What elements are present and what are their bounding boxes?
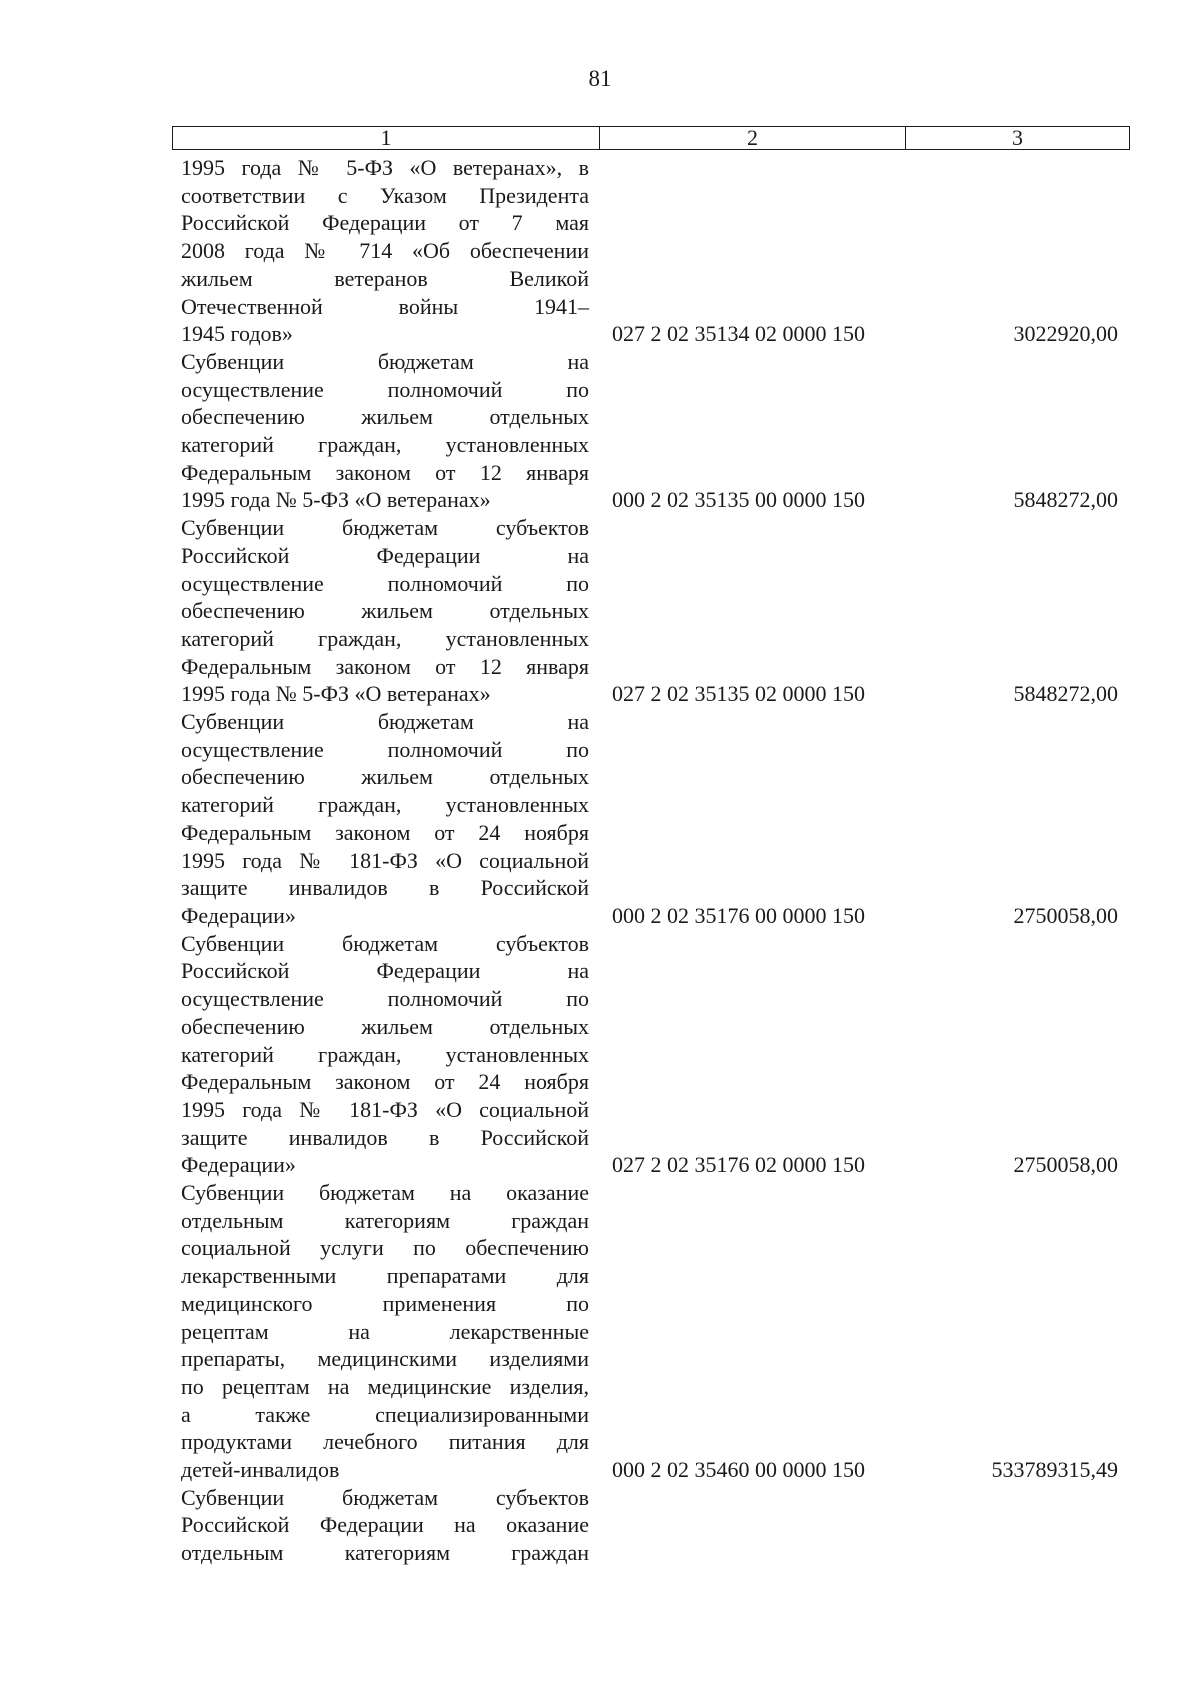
- table-body: [0, 154, 1200, 1567]
- row-description: [181, 930, 589, 1179]
- description-line: обеспечению жильем отдельных: [181, 764, 589, 790]
- description-line: Российской Федерации на: [181, 958, 589, 984]
- description-line: препараты, медицинскими изделиями: [181, 1346, 589, 1372]
- row-code: 000 2 02 35135 00 0000 150: [612, 487, 865, 513]
- description-line: категорий граждан, установленных: [181, 792, 589, 818]
- row-description: [181, 1179, 589, 1484]
- description-line: обеспечению жильем отдельных: [181, 598, 589, 624]
- description-line: Субвенции бюджетам на оказание: [181, 1180, 589, 1206]
- row-sum: 2750058,00: [1013, 902, 1118, 928]
- description-line: категорий граждан, установленных: [181, 1041, 589, 1067]
- row-sum: 5848272,00: [1013, 681, 1118, 707]
- description-line: отдельным категориям граждан: [181, 1540, 589, 1566]
- description-line: Субвенции бюджетам субъектов: [181, 930, 589, 956]
- description-line: защите инвалидов в Российской: [181, 1124, 589, 1150]
- row-code: 000 2 02 35176 00 0000 150: [612, 902, 865, 928]
- description-line: по рецептам на медицинские изделия,: [181, 1373, 589, 1399]
- header-col-1: 1: [173, 127, 600, 149]
- description-line: Отечественной войны 1941–: [181, 293, 589, 319]
- row-description: [181, 1484, 589, 1567]
- description-line: Федеральным законом от 24 ноября: [181, 1069, 589, 1095]
- description-line: 1995 года № 5-ФЗ «О ветеранах», в: [181, 155, 589, 180]
- description-line: 1995 года № 181-ФЗ «О социальной: [181, 847, 589, 873]
- row-sum: 2750058,00: [1013, 1152, 1118, 1178]
- row-description: [181, 154, 589, 348]
- description-line: 2008 года № 714 «Об обеспечении: [181, 238, 589, 264]
- row-code: 027 2 02 35134 02 0000 150: [612, 321, 865, 347]
- table-row: [0, 1179, 1200, 1484]
- table-row: [0, 514, 1200, 708]
- description-line: Российской Федерации на оказание: [181, 1512, 589, 1538]
- table-row: [0, 154, 1200, 348]
- description-line: детей-инвалидов: [181, 1457, 340, 1483]
- description-line: защите инвалидов в Российской: [181, 875, 589, 901]
- description-line: категорий граждан, установленных: [181, 625, 589, 651]
- table-row: [0, 708, 1200, 930]
- description-line: 1995 года № 5-ФЗ «О ветеранах»: [181, 487, 491, 513]
- row-code: 027 2 02 35135 02 0000 150: [612, 681, 865, 707]
- description-line: 1945 годов»: [181, 321, 293, 347]
- row-description: [181, 348, 589, 514]
- header-col-3: 3: [1012, 125, 1023, 150]
- description-line: продуктами лечебного питания для: [181, 1429, 589, 1455]
- table-header-row: [172, 126, 1130, 150]
- row-sum: 3022920,00: [1013, 321, 1118, 347]
- description-line: Субвенции бюджетам на: [181, 348, 589, 374]
- row-description: [181, 514, 589, 708]
- description-line: отдельным категориям граждан: [181, 1207, 589, 1233]
- description-line: осуществление полномочий по: [181, 736, 589, 762]
- description-line: Российской Федерации от 7 мая: [181, 210, 589, 236]
- description-line: осуществление полномочий по: [181, 986, 589, 1012]
- description-line: рецептам на лекарственные: [181, 1318, 589, 1344]
- description-line: Субвенции бюджетам на: [181, 709, 589, 735]
- description-line: лекарственными препаратами для: [181, 1263, 589, 1289]
- page-number: 81: [588, 66, 612, 91]
- table-row: [0, 348, 1200, 514]
- table-row: [0, 1484, 1200, 1567]
- description-line: осуществление полномочий по: [181, 570, 589, 596]
- description-line: 1995 года № 181-ФЗ «О социальной: [181, 1096, 589, 1122]
- description-line: соответствии с Указом Президента: [181, 182, 589, 208]
- description-line: Субвенции бюджетам субъектов: [181, 515, 589, 541]
- description-line: социальной услуги по обеспечению: [181, 1235, 589, 1261]
- description-line: Федеральным законом от 12 января: [181, 459, 589, 485]
- header-col-2: 2: [600, 127, 906, 149]
- row-sum: 533789315,49: [991, 1457, 1118, 1483]
- row-sum: 5848272,00: [1013, 487, 1118, 513]
- description-line: жильем ветеранов Великой: [181, 265, 589, 291]
- table-row: [0, 930, 1200, 1179]
- description-line: категорий граждан, установленных: [181, 432, 589, 458]
- description-line: Федерации»: [181, 1152, 296, 1178]
- description-line: 1995 года № 5-ФЗ «О ветеранах»: [181, 681, 491, 707]
- description-line: осуществление полномочий по: [181, 376, 589, 402]
- description-line: Федерации»: [181, 902, 296, 928]
- description-line: Субвенции бюджетам субъектов: [181, 1484, 589, 1510]
- description-line: Федеральным законом от 12 января: [181, 653, 589, 679]
- description-line: обеспечению жильем отдельных: [181, 404, 589, 430]
- description-line: Федеральным законом от 24 ноября: [181, 819, 589, 845]
- row-code: 027 2 02 35176 02 0000 150: [612, 1152, 865, 1178]
- description-line: медицинского применения по: [181, 1290, 589, 1316]
- row-code: 000 2 02 35460 00 0000 150: [612, 1457, 865, 1483]
- row-description: [181, 708, 589, 930]
- description-line: Российской Федерации на: [181, 542, 589, 568]
- description-line: обеспечению жильем отдельных: [181, 1013, 589, 1039]
- description-line: а также специализированными: [181, 1401, 589, 1427]
